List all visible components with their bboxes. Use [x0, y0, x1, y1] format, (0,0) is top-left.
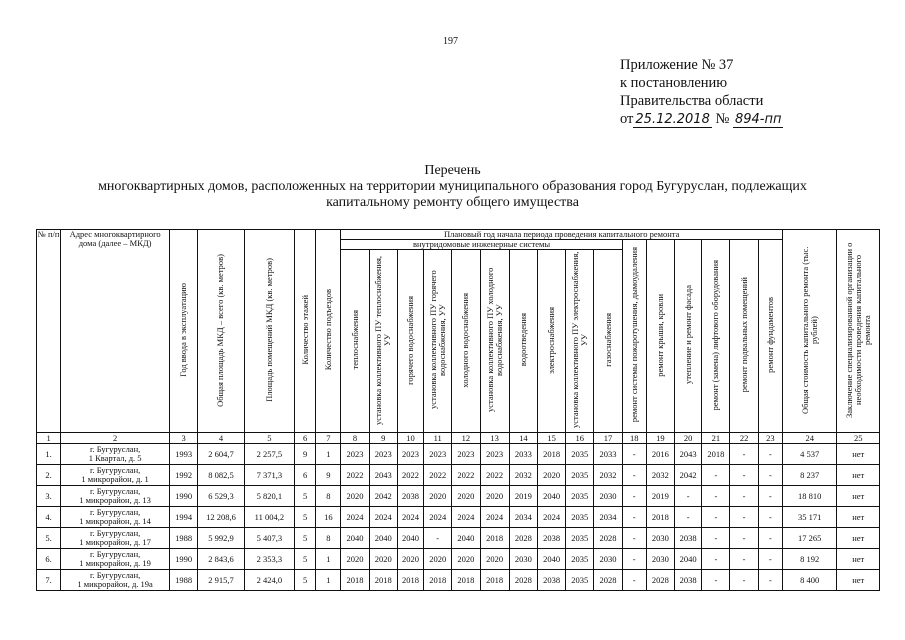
header-area-total: Общая площадь МКД – всего (кв. метров): [198, 230, 244, 433]
column-number: 4: [198, 433, 244, 444]
cell-year: 1988: [170, 528, 198, 549]
cell-c14: 2033: [509, 444, 537, 465]
cell-c16: 2035: [566, 528, 594, 549]
cell-entr: 8: [316, 528, 341, 549]
cell-floors: 9: [295, 444, 316, 465]
column-number: 22: [730, 433, 758, 444]
header-floors: Количество этажей: [295, 230, 316, 433]
cell-c10: 2022: [397, 465, 423, 486]
cell-c21: -: [702, 486, 730, 507]
cell-c16: 2035: [566, 486, 594, 507]
cell-c23: -: [758, 570, 782, 591]
header-foundation: ремонт фундаментов: [758, 240, 782, 433]
cell-c10: 2024: [397, 507, 423, 528]
cell-c21: -: [702, 549, 730, 570]
cell-c13: 2018: [480, 570, 509, 591]
cell-c17: 2030: [594, 486, 622, 507]
cell-c9: 2040: [369, 528, 397, 549]
header-gas: газоснабжения: [594, 250, 622, 433]
cell-c15: 2040: [537, 486, 565, 507]
cell-c20: 2040: [675, 549, 702, 570]
row-address: [61, 570, 170, 591]
cell-c19: 2030: [646, 549, 674, 570]
cell-entr: 8: [316, 486, 341, 507]
cell-c8: 2040: [341, 528, 369, 549]
cell-c15: 2040: [537, 549, 565, 570]
cell-c17: 2033: [594, 444, 622, 465]
cell-cost: 18 810: [782, 486, 836, 507]
cell-c21: -: [702, 570, 730, 591]
header-internal-systems: внутридомовые инженерные системы: [341, 240, 622, 250]
cell-c16: 2035: [566, 465, 594, 486]
cell-floors: 6: [295, 465, 316, 486]
row-address: [61, 465, 170, 486]
table-row: [37, 549, 880, 570]
cell-c9: 2042: [369, 486, 397, 507]
row-number: 5.: [37, 528, 61, 549]
cell-c8: 2023: [341, 444, 369, 465]
cell-year: 1993: [170, 444, 198, 465]
cell-entr: 1: [316, 570, 341, 591]
address-line-1: г. Бугуруслан,: [89, 549, 141, 559]
cell-c11: 2020: [424, 486, 452, 507]
cell-c13: 2020: [480, 549, 509, 570]
column-number: 18: [622, 433, 646, 444]
table-row: [37, 486, 880, 507]
cell-c11: 2018: [424, 570, 452, 591]
cell-c15: 2018: [537, 444, 565, 465]
address-line-1: г. Бугуруслан,: [89, 570, 141, 580]
number-label: №: [715, 111, 730, 127]
cell-c11: 2020: [424, 549, 452, 570]
title-line-1: Перечень: [424, 163, 481, 178]
cell-c14: 2019: [509, 486, 537, 507]
column-number: 3: [170, 433, 198, 444]
header-address: Адрес многоквартирного дома (далее – МКД): [61, 230, 170, 433]
cell-floors: 5: [295, 549, 316, 570]
cell-c10: 2040: [397, 528, 423, 549]
appendix-line-3: Правительства области: [620, 93, 764, 109]
cell-year: 1990: [170, 549, 198, 570]
cell-floors: 5: [295, 528, 316, 549]
column-number: 15: [537, 433, 565, 444]
cell-concl: нет: [837, 570, 880, 591]
cell-c23: -: [758, 444, 782, 465]
appendix-line-1: Приложение № 37: [620, 57, 734, 73]
cell-c14: 2032: [509, 465, 537, 486]
cell-c21: -: [702, 465, 730, 486]
document-title: [0, 163, 905, 211]
cell-c9: 2023: [369, 444, 397, 465]
column-number: 24: [782, 433, 836, 444]
column-number: 23: [758, 433, 782, 444]
cell-c20: 2042: [675, 465, 702, 486]
cell-concl: нет: [837, 549, 880, 570]
row-number: 6.: [37, 549, 61, 570]
column-number: 25: [837, 433, 880, 444]
cell-c14: 2028: [509, 528, 537, 549]
cell-c19: 2016: [646, 444, 674, 465]
cell-c11: -: [424, 528, 452, 549]
cell-c20: 2038: [675, 528, 702, 549]
cell-concl: нет: [837, 486, 880, 507]
cell-c17: 2032: [594, 465, 622, 486]
cell-c15: 2038: [537, 570, 565, 591]
cell-concl: нет: [837, 528, 880, 549]
header-hotwater-pu: установка коллективного ПУ горячего водоснабжения, УУ: [424, 250, 452, 433]
column-number: 21: [702, 433, 730, 444]
cell-floors: 5: [295, 570, 316, 591]
address-line-1: г. Бугуруслан,: [89, 507, 141, 517]
cell-c19: 2032: [646, 465, 674, 486]
cell-c12: 2040: [452, 528, 480, 549]
cell-year: 1990: [170, 486, 198, 507]
cell-c22: -: [730, 507, 758, 528]
column-number: 2: [61, 433, 170, 444]
cell-c23: -: [758, 465, 782, 486]
cell-c13: 2024: [480, 507, 509, 528]
cell-cost: 35 171: [782, 507, 836, 528]
column-number: 5: [244, 433, 294, 444]
cell-area-total: 12 208,6: [198, 507, 244, 528]
cell-c20: -: [675, 507, 702, 528]
cell-area-total: 2 915,7: [198, 570, 244, 591]
column-number: 11: [424, 433, 452, 444]
cell-c12: 2024: [452, 507, 480, 528]
header-conclusion: Заключение специализированной организации о необходимости проведения капитального ремонта: [837, 230, 880, 433]
cell-c12: 2020: [452, 549, 480, 570]
header-basement: ремонт подвальных помещений: [730, 240, 758, 433]
cell-year: 1992: [170, 465, 198, 486]
cell-c12: 2023: [452, 444, 480, 465]
cell-area-rooms: 7 371,3: [244, 465, 294, 486]
address-line-2: 1 микрорайон, д. 14: [79, 516, 151, 526]
cell-c17: 2028: [594, 570, 622, 591]
cell-c9: 2020: [369, 549, 397, 570]
cell-c12: 2018: [452, 570, 480, 591]
header-coldwater-pu: установка коллективного ПУ холодного водоснабжения, УУ: [480, 250, 509, 433]
cell-concl: нет: [837, 465, 880, 486]
row-address: [61, 528, 170, 549]
cell-c8: 2020: [341, 549, 369, 570]
cell-c16: 2035: [566, 444, 594, 465]
column-number: 13: [480, 433, 509, 444]
header-cost: Общая стоимость капитального ремонта (тыс. рублей): [782, 230, 836, 433]
title-line-2: многоквартирных домов, расположенных на территории муниципального образования город Бугуруслан, подлежащих капитальному ремонту общего имущества: [98, 179, 807, 210]
row-number: 3.: [37, 486, 61, 507]
column-number: 17: [594, 433, 622, 444]
column-number: 12: [452, 433, 480, 444]
cell-entr: 16: [316, 507, 341, 528]
cell-c18: -: [622, 570, 646, 591]
cell-area-total: 6 529,3: [198, 486, 244, 507]
page-number: 197: [443, 36, 458, 47]
cell-area-rooms: 2 353,3: [244, 549, 294, 570]
cell-area-total: 2 604,7: [198, 444, 244, 465]
cell-c9: 2018: [369, 570, 397, 591]
cell-c16: 2035: [566, 549, 594, 570]
cell-c22: -: [730, 549, 758, 570]
cell-c8: 2020: [341, 486, 369, 507]
address-line-2: 1 микрорайон, д. 1: [81, 474, 149, 484]
cell-c18: -: [622, 465, 646, 486]
address-line-2: 1 микрорайон, д. 19а: [77, 579, 153, 589]
cell-c18: -: [622, 549, 646, 570]
header-sewer: водоотведения: [509, 250, 537, 433]
cell-c19: 2018: [646, 507, 674, 528]
column-number: 14: [509, 433, 537, 444]
cell-c11: 2024: [424, 507, 452, 528]
cell-c16: 2035: [566, 570, 594, 591]
cell-c9: 2043: [369, 465, 397, 486]
header-electric-pu: установка коллективного ПУ электроснабжения, УУ: [566, 250, 594, 433]
cell-c10: 2020: [397, 549, 423, 570]
cell-floors: 5: [295, 486, 316, 507]
cell-c13: 2022: [480, 465, 509, 486]
cell-c23: -: [758, 507, 782, 528]
cell-c22: -: [730, 465, 758, 486]
column-number: 20: [675, 433, 702, 444]
cell-cost: 17 265: [782, 528, 836, 549]
column-number-row: [37, 433, 880, 444]
cell-entr: 9: [316, 465, 341, 486]
cell-area-rooms: 2 424,0: [244, 570, 294, 591]
row-number: 7.: [37, 570, 61, 591]
column-number: 6: [295, 433, 316, 444]
cell-entr: 1: [316, 444, 341, 465]
cell-concl: нет: [837, 507, 880, 528]
header-fire: ремонт системы пожаротушения, дымоудаления: [622, 240, 646, 433]
row-number: 2.: [37, 465, 61, 486]
table-row: [37, 570, 880, 591]
cell-year: 1988: [170, 570, 198, 591]
cell-area-rooms: 5 820,1: [244, 486, 294, 507]
cell-c10: 2038: [397, 486, 423, 507]
cell-c12: 2020: [452, 486, 480, 507]
cell-c20: 2043: [675, 444, 702, 465]
column-number: 1: [37, 433, 61, 444]
cell-area-rooms: 11 004,2: [244, 507, 294, 528]
cell-c17: 2034: [594, 507, 622, 528]
cell-c18: -: [622, 486, 646, 507]
cell-c10: 2018: [397, 570, 423, 591]
cell-c8: 2024: [341, 507, 369, 528]
cell-c11: 2022: [424, 465, 452, 486]
column-number: 16: [566, 433, 594, 444]
address-line-2: 1 Квартал, д. 5: [88, 453, 142, 463]
buildings-table: [36, 229, 880, 591]
cell-c18: -: [622, 444, 646, 465]
address-line-2: 1 микрорайон, д. 17: [79, 537, 151, 547]
row-address: [61, 444, 170, 465]
cell-c17: 2030: [594, 549, 622, 570]
cell-c22: -: [730, 444, 758, 465]
cell-c12: 2022: [452, 465, 480, 486]
row-address: [61, 549, 170, 570]
cell-c17: 2028: [594, 528, 622, 549]
cell-c23: -: [758, 486, 782, 507]
cell-cost: 4 537: [782, 444, 836, 465]
cell-c14: 2034: [509, 507, 537, 528]
cell-c23: -: [758, 549, 782, 570]
cell-c23: -: [758, 528, 782, 549]
header-facade: утепление и ремонт фасада: [675, 240, 702, 433]
cell-area-total: 5 992,9: [198, 528, 244, 549]
cell-c20: -: [675, 486, 702, 507]
appendix-block: [620, 56, 783, 129]
table-row: [37, 528, 880, 549]
cell-c19: 2028: [646, 570, 674, 591]
cell-c15: 2038: [537, 528, 565, 549]
cell-concl: нет: [837, 444, 880, 465]
cell-year: 1994: [170, 507, 198, 528]
cell-c9: 2024: [369, 507, 397, 528]
header-entrances: Количество подъездов: [316, 230, 341, 433]
column-number: 19: [646, 433, 674, 444]
column-number: 9: [369, 433, 397, 444]
table-row: [37, 507, 880, 528]
cell-c21: -: [702, 507, 730, 528]
cell-c13: 2023: [480, 444, 509, 465]
cell-cost: 8 192: [782, 549, 836, 570]
cell-c11: 2023: [424, 444, 452, 465]
cell-entr: 1: [316, 549, 341, 570]
cell-c19: 2030: [646, 528, 674, 549]
cell-c13: 2018: [480, 528, 509, 549]
address-line-1: г. Бугуруслан,: [89, 444, 141, 454]
cell-cost: 8 400: [782, 570, 836, 591]
address-line-1: г. Бугуруслан,: [89, 528, 141, 538]
row-address: [61, 507, 170, 528]
decree-number: 894-пп: [734, 112, 782, 127]
column-number: 8: [341, 433, 369, 444]
cell-floors: 5: [295, 507, 316, 528]
cell-c22: -: [730, 570, 758, 591]
cell-c14: 2028: [509, 570, 537, 591]
header-year: Год ввода в эксплуатацию: [170, 230, 198, 433]
header-coldwater: холодного водоснабжения: [452, 250, 480, 433]
header-electric: электроснабжения: [537, 250, 565, 433]
from-label: от: [620, 111, 634, 127]
address-line-1: г. Бугуруслан,: [89, 465, 141, 475]
cell-c8: 2022: [341, 465, 369, 486]
cell-cost: 8 237: [782, 465, 836, 486]
table-body: [37, 444, 880, 591]
address-line-1: г. Бугуруслан,: [89, 486, 141, 496]
appendix-line-2: к постановлению: [620, 75, 728, 91]
cell-c14: 2030: [509, 549, 537, 570]
row-number: 1.: [37, 444, 61, 465]
table-row: [37, 444, 880, 465]
cell-c20: 2038: [675, 570, 702, 591]
address-line-2: 1 микрорайон, д. 13: [79, 495, 151, 505]
header-plan-year: Плановый год начала периода проведения капитального ремонта: [341, 230, 783, 240]
cell-c15: 2020: [537, 465, 565, 486]
address-line-2: 1 микрорайон, д. 19: [79, 558, 151, 568]
cell-area-rooms: 5 407,3: [244, 528, 294, 549]
cell-area-total: 8 082,5: [198, 465, 244, 486]
header-lift: ремонт (замена) лифтового оборудования: [702, 240, 730, 433]
cell-c22: -: [730, 528, 758, 549]
cell-c16: 2035: [566, 507, 594, 528]
appendix-line-4: [620, 110, 783, 129]
cell-c21: -: [702, 528, 730, 549]
column-number: 10: [397, 433, 423, 444]
decree-date: 25.12.2018: [635, 112, 710, 127]
cell-c10: 2023: [397, 444, 423, 465]
cell-c21: 2018: [702, 444, 730, 465]
header-hotwater: горячего водоснабжения: [397, 250, 423, 433]
cell-c18: -: [622, 528, 646, 549]
cell-c18: -: [622, 507, 646, 528]
row-number: 4.: [37, 507, 61, 528]
cell-c15: 2024: [537, 507, 565, 528]
cell-c13: 2020: [480, 486, 509, 507]
header-heat-pu: установка коллективного ПУ теплоснабжения, УУ: [369, 250, 397, 433]
table-row: [37, 465, 880, 486]
cell-c8: 2018: [341, 570, 369, 591]
cell-c19: 2019: [646, 486, 674, 507]
header-heat: теплоснабжения: [341, 250, 369, 433]
cell-area-total: 2 843,6: [198, 549, 244, 570]
column-number: 7: [316, 433, 341, 444]
header-area-rooms: Площадь помещений МКД (кв. метров): [244, 230, 294, 433]
header-roof: ремонт крыши, кровли: [646, 240, 674, 433]
row-address: [61, 486, 170, 507]
cell-area-rooms: 2 257,5: [244, 444, 294, 465]
cell-c22: -: [730, 486, 758, 507]
header-no: № п/п: [37, 230, 61, 433]
